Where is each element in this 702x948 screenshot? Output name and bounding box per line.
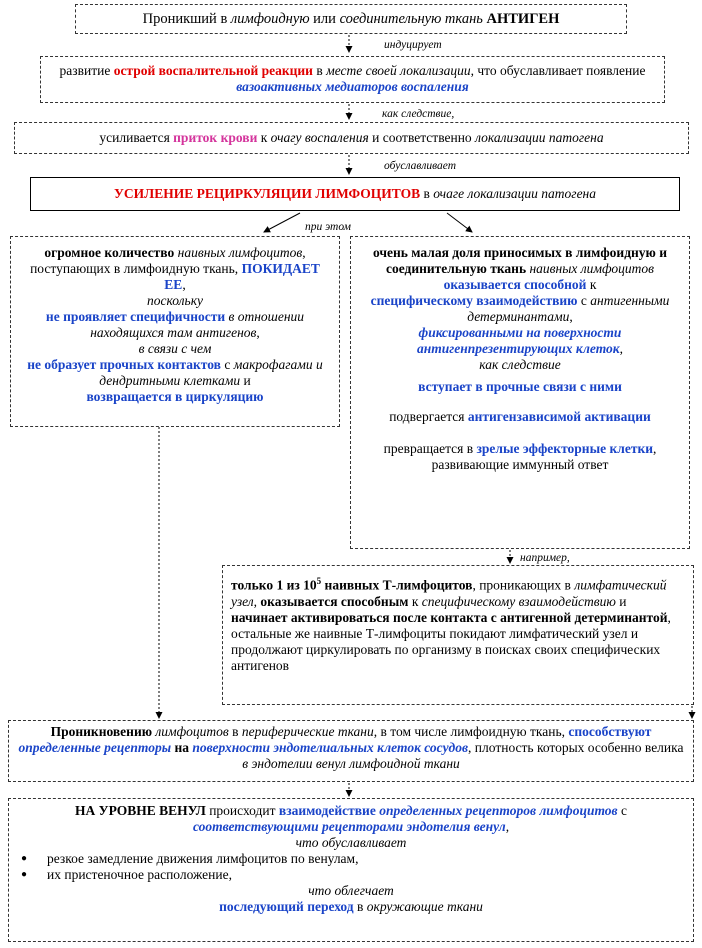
right-text-5: , [569,309,573,324]
penetration-receptors: определенные рецепторы [18,740,172,755]
label-induces: индуцирует [384,39,442,51]
penetration-endothelium: поверхности эндотелиальных клеток сосудов [192,740,469,755]
right-text-4: с [577,293,591,308]
antigen-text-pre: Проникший в [142,11,231,27]
blood-text-pathogen: локализации патогена [475,130,604,145]
right-naive-lymphocytes: наивных лимфоцитов [529,261,655,276]
blood-text-mid: к [257,130,271,145]
recirculation-box [30,177,680,211]
label-as-consequence: как следствие, [382,108,455,120]
left-returns-circulation: возвращается в циркуляцию [86,389,264,404]
antigen-box [75,4,627,34]
example-activation: начинает активироваться после контакта с антигенной детерминантой [231,609,668,625]
example-text-2: , [253,593,261,609]
right-capable-text: оказывается способной [443,277,587,292]
example-lymph-node: лимфатический узел [231,577,667,609]
inflammation-text-pre: развитие [59,63,114,78]
left-therefore-text: в связи с чем [138,341,212,356]
penetration-text-2: в [228,724,242,739]
left-macrophages-text: макрофагами и дендритными клетками [99,357,323,388]
venule-text-5: в [353,899,367,914]
venule-level-box [8,798,694,942]
venule-transition: последующий переход [219,899,354,914]
left-no-contacts: не образует прочных контактов [27,357,221,372]
left-since-text: поскольку [146,293,204,308]
right-text-8: превращается в [383,441,477,456]
venule-lymph-receptors: определенных рецепторов лимфоцитов [379,803,618,818]
blood-text-pre: усиливается [99,130,174,145]
venule-text-3: с [617,803,627,818]
list-item: ● резкое замедление движения лимфоцитов по венулам, [17,851,685,867]
blood-inflow-box [14,122,689,154]
right-specific-interaction: специфическому взаимодействию [370,293,578,308]
penetration-on: на [174,740,189,755]
left-leaves-text: ПОКИДАЕТ ЕЕ [164,261,320,292]
inflammation-box [40,56,665,103]
right-text-6: , [619,341,623,356]
penetration-venules: в эндотелии венул лимфоидной ткани [242,756,460,771]
penetration-box [8,720,694,782]
penetration-promote: способствуют [568,724,652,739]
right-text-1: очень малая доля приносимых в лимфоидную и соединительную ткань [372,245,668,276]
left-naive-majority-box [10,236,340,427]
label-causes: обуславливает [384,160,457,172]
left-no-specificity: не проявляет специфичности [45,309,226,324]
left-text-4: , [256,325,260,340]
inflammation-text-post: , что обуславливает появление [470,63,646,78]
penetration-lymphocytes: лимфоцитов [155,724,229,739]
left-text-5: с [220,357,234,372]
label-for-example: например, [520,552,570,564]
blood-text-mid2: и соответственно [368,130,476,145]
example-exponent: 5 [316,576,322,586]
right-strong-bonds: вступает в прочные связи с ними [418,379,622,394]
left-text-6: и [240,373,251,388]
venule-text-4: , [505,819,510,834]
venule-causes: что обуславливает [295,835,407,850]
venule-tissues: окружающие ткани [366,899,483,914]
right-consequence-text: как следствие [479,357,561,372]
right-effector-cells: зрелые эффекторные клетки [476,441,654,456]
venule-bold: НА УРОВНЕ ВЕНУЛ [75,803,206,818]
venule-endothelium-receptors: соответствующими рецепторами эндотелия венул [192,819,506,834]
left-text-3: , [182,277,186,292]
blood-inflow-text: приток крови [173,130,258,145]
example-text-4: и [615,593,627,609]
venule-effects-list [17,851,685,883]
penetration-text-3: , в том числе лимфоидную ткань, [373,724,569,739]
venule-interaction: взаимодействие [278,803,376,818]
antigen-text-bold: АНТИГЕН [482,11,560,27]
recirculation-text: УСИЛЕНИЕ РЕЦИРКУЛЯЦИИ ЛИМФОЦИТОВ [113,186,421,201]
right-fixed-on-apc: фиксированными на поверхности антигенпрезентирующих клеток [416,325,622,356]
example-text-5: , остальные же наивные Т-лимфоциты покидают лимфатический узел и продолжают циркулировать по организму в поисках своих специфических антигенов [231,609,671,673]
inflammation-text-mid: в [312,63,327,78]
inflammation-text-location: месте своей локализации [326,63,471,78]
list-item: ● их пристеночное расположение, [17,867,685,883]
antigen-text-mid: или [309,11,340,27]
example-capable: оказывается способным [260,593,409,609]
left-text-2: , поступающих в лимфоидную ткань, [30,245,306,276]
right-activation: антигензависимой активации [467,409,651,424]
penetration-bold: Проникновению [50,724,153,739]
left-naive-lymphocytes: наивных лимфоцитов [177,245,303,260]
antigen-text-connective: соединительную ткань [339,11,483,27]
right-naive-minority-box [350,236,690,549]
right-text-7: подвергается [389,409,468,424]
right-determinants-text: антигенными детерминантами [467,293,670,324]
left-text-1: огромное количество [44,245,178,260]
penetration-peripheral: периферические ткани [241,724,374,739]
right-text-3: к [586,277,597,292]
example-bold-1: только 1 из 10 [231,577,317,593]
penetration-text-7: , плотность которых особенно велика [468,740,684,755]
t-lymphocyte-example-box [222,565,694,705]
antigen-text-lymphoid: лимфоидную [230,11,310,27]
recirculation-text-mid: в [420,186,434,201]
venule-facilitates: что облегчает [308,883,394,898]
example-text-3: к [408,593,422,609]
example-text-1: , проникающих в [472,577,575,593]
acute-inflammation-text: острой воспалительной реакции [113,63,313,78]
left-antigens-text: в отношении находящихся там антигенов [90,309,305,340]
example-bold-2: наивных Т-лимфоцитов [321,577,473,593]
example-interaction: специфическому взаимодействию [421,593,616,609]
venule-text-1: происходит [205,803,279,818]
blood-text-focus: очагу воспаления [270,130,369,145]
mediators-text: вазоактивных медиаторов воспаления [236,79,469,94]
recirculation-text-focus: очаге локализации патогена [433,186,597,201]
right-text-9: , развивающие иммунный ответ [431,441,657,472]
label-at-this: при этом [305,221,351,233]
